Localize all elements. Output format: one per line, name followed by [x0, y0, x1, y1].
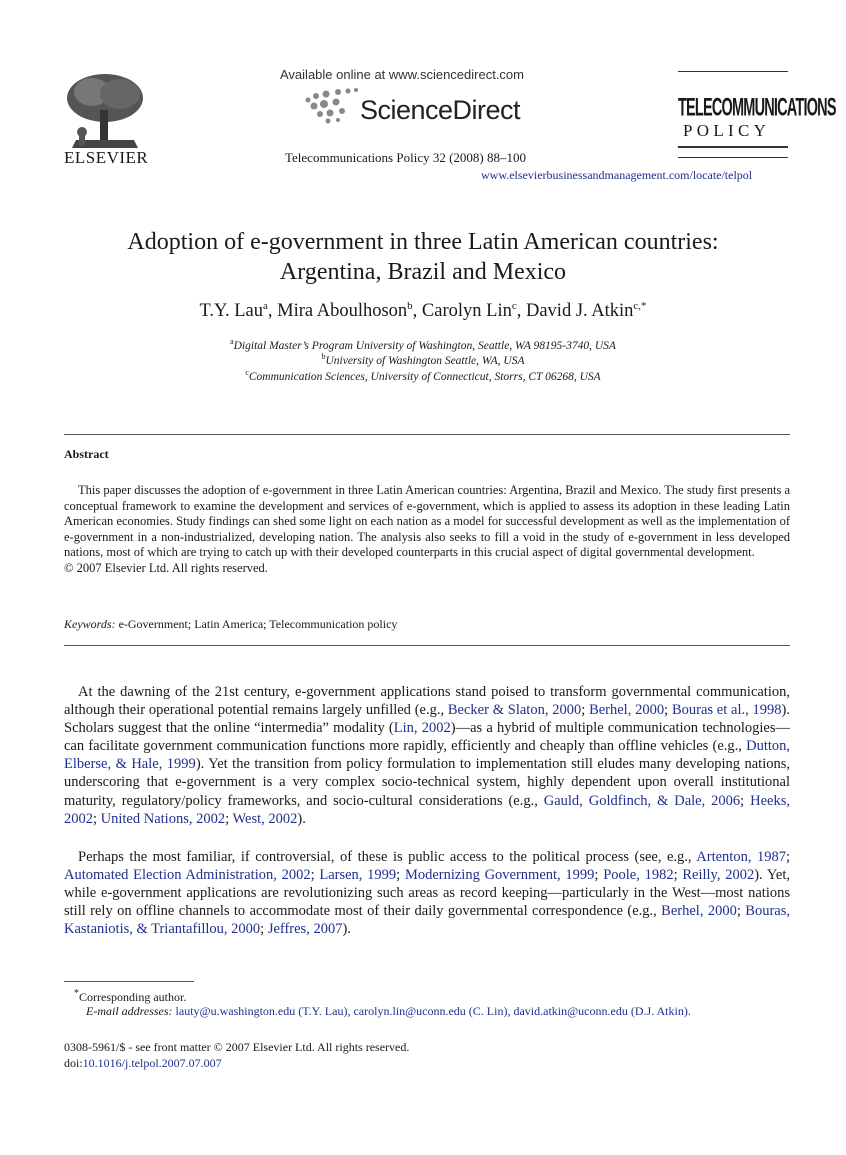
- available-online-text: Available online at www.sciencedirect.com: [280, 67, 524, 82]
- affiliation-mark: c: [245, 368, 249, 377]
- body-text: ;: [581, 702, 590, 719]
- citation-link[interactable]: Gauld, Goldfinch, & Dale, 2006: [543, 792, 741, 809]
- body-text: )—as a hybrid of multiple communication technologies—can facilitate government communication functions more rapidly, efficiently and cheaply than offline vehicles (e.g.,: [64, 720, 791, 755]
- title-line: Adoption of e-government in three Latin American countries:: [127, 229, 719, 255]
- author-separator: ,: [412, 301, 422, 322]
- citation-link[interactable]: Heeks, 2002: [64, 792, 790, 827]
- article-title: [0, 227, 846, 287]
- affiliation-text: Digital Master’s Program University of Washington, Seattle, WA 98195-3740, USA: [233, 339, 616, 352]
- citation-link[interactable]: Berhel, 2000: [589, 702, 665, 719]
- doi-line: [64, 1056, 222, 1071]
- body-text: ;: [664, 702, 672, 719]
- citation-link[interactable]: Larsen, 1999: [319, 867, 397, 884]
- affiliation-mark: a: [230, 337, 234, 346]
- body-text: ;: [594, 867, 604, 884]
- citation-link[interactable]: Dutton, Elberse, & Hale, 1999: [64, 738, 790, 773]
- email-addresses-note: [86, 1004, 691, 1019]
- abstract-text: [64, 483, 790, 577]
- title-line: Argentina, Brazil and Mexico: [279, 259, 567, 285]
- keywords: [64, 617, 397, 632]
- body-text: ;: [396, 867, 405, 884]
- journal-logo-rule: [678, 157, 788, 158]
- journal-logo-rule: [678, 146, 788, 148]
- author-affiliation-mark: c: [511, 300, 517, 312]
- abstract-body: This paper discusses the adoption of e-government in three Latin American countries: Argentina, Brazil and Mexico. The study first presents a conceptual framework to examine the development and services of e-government, which is applied to assess its adoption in these leading Latin American economies. Study findings can shed some light on each nation as a model for successful development as well as the implementation of e-government in a non-industrialized, developing nation. The analysis also seeks to fill a void in the study of e-government in less developed nations, most of which are trying to catch up with their developed counterparts in this crucial aspect of digital governmental development.: [64, 483, 790, 560]
- affiliation: [0, 352, 846, 367]
- citation-link[interactable]: Becker & Slaton, 2000: [447, 702, 582, 719]
- author-affiliation-mark: a: [263, 300, 268, 312]
- email-label: E-mail addresses:: [86, 1004, 173, 1018]
- sciencedirect-wordmark: ScienceDirect: [360, 95, 521, 125]
- body-paragraph: [64, 683, 790, 828]
- author-affiliation-mark: c,*: [633, 300, 647, 312]
- citation-link[interactable]: Reilly, 2002: [682, 867, 755, 884]
- body-text: ;: [310, 867, 320, 884]
- journal-url-link[interactable]: www.elsevierbusinessandmanagement.com/locate/telpol: [481, 168, 753, 182]
- doi-label: doi:: [64, 1056, 83, 1070]
- citation-link[interactable]: Jeffres, 2007: [267, 921, 343, 938]
- divider: [64, 434, 790, 435]
- citation-link[interactable]: Bouras et al., 1998: [671, 702, 782, 719]
- citation-link[interactable]: Berhel, 2000: [661, 903, 737, 920]
- journal-citation: Telecommunications Policy 32 (2008) 88–100: [285, 150, 526, 165]
- author-separator: ,: [267, 301, 278, 322]
- body-text: ).: [297, 810, 306, 827]
- body-text: ;: [740, 792, 751, 809]
- citation-link[interactable]: United Nations, 2002: [100, 810, 226, 827]
- body-text: ). Yet, while e-government applications are revolutionizing such areas as record keeping—particularly in the West—most nations still rely on offline channels to accommodate most of their daily governmental correspondence (e.g.,: [64, 867, 790, 920]
- elsevier-tree-logo: [62, 70, 148, 154]
- footnote-mark: *: [74, 988, 79, 999]
- journal-logo-subtitle: POLICY: [683, 121, 771, 140]
- affiliation: [0, 337, 846, 352]
- citation-link[interactable]: Lin, 2002: [393, 720, 451, 737]
- footnote-text: Corresponding author.: [79, 990, 187, 1004]
- body-text: ). Yet the transition from policy formulation to implementation still eludes many developing nations, underscoring that e-government is a very complex socio-technical system, highly dependent upon overall institutional maturity, regulatory/policy frameworks, and socio-cultural considerations (e.g.,: [64, 756, 790, 809]
- citation-link[interactable]: Modernizing Government, 1999: [404, 867, 595, 884]
- citation-link[interactable]: West, 2002: [232, 810, 298, 827]
- abstract-heading: Abstract: [64, 447, 109, 461]
- body-text: ;: [260, 921, 268, 938]
- affiliation-text: Communication Sciences, University of Connecticut, Storrs, CT 06268, USA: [248, 370, 601, 383]
- doi-link[interactable]: 10.1016/j.telpol.2007.07.007: [82, 1056, 222, 1070]
- body-text: ;: [93, 810, 101, 827]
- journal-logo-title: TELECOMMUNICATIONS: [678, 95, 836, 123]
- affiliation-mark: b: [321, 352, 326, 361]
- affiliation: [0, 368, 846, 383]
- divider: [64, 645, 790, 646]
- body-text: ;: [225, 810, 233, 827]
- citation-link[interactable]: Poole, 1982: [603, 867, 674, 884]
- body-text: ;: [673, 867, 683, 884]
- author-name: Mira Aboulhoson: [277, 301, 408, 322]
- author-separator: ,: [516, 301, 526, 322]
- author-name: T.Y. Lau: [199, 301, 264, 322]
- citation-link[interactable]: Automated Election Administration, 2002: [64, 867, 311, 884]
- footnote-rule: [64, 981, 194, 982]
- front-matter-line: 0308-5961/$ - see front matter © 2007 Elsevier Ltd. All rights reserved.: [64, 1040, 410, 1054]
- corresponding-author-note: [74, 988, 186, 1005]
- body-text: ;: [736, 903, 746, 920]
- body-paragraph: [64, 848, 790, 938]
- keywords-label: Keywords:: [64, 617, 116, 631]
- body-text: ).: [342, 921, 351, 938]
- author-list: [0, 300, 846, 322]
- body-text: ;: [785, 849, 790, 865]
- keywords-list: e-Government; Latin America; Telecommunication policy: [118, 617, 398, 631]
- email-links[interactable]: lauty@u.washington.edu (T.Y. Lau), carolyn.lin@uconn.edu (C. Lin), david.atkin@uconn.edu (D.J. Atkin).: [175, 1004, 691, 1018]
- author-name: David J. Atkin: [525, 301, 634, 322]
- citation-link[interactable]: Artenton, 1987: [696, 849, 786, 865]
- journal-logo-rule: [678, 71, 788, 72]
- author-affiliation-mark: b: [407, 300, 413, 312]
- body-text: Perhaps the most familiar, if controversial, of these is public access to the political process (see, e.g.,: [78, 849, 697, 865]
- affiliation-text: University of Washington Seattle, WA, USA: [325, 354, 525, 367]
- author-name: Carolyn Lin: [421, 301, 512, 322]
- citation-link[interactable]: Bouras, Kastaniotis, & Triantafillou, 2000: [64, 903, 790, 938]
- body-text: At the dawning of the 21st century, e-government applications stand poised to transform governmental communication, although their operational potential remains largely unfilled (e.g.,: [64, 684, 790, 719]
- sciencedirect-dots-icon: [300, 86, 364, 126]
- publisher-name: ELSEVIER: [64, 148, 149, 167]
- body-text: ). Scholars suggest that the online “intermedia” modality (: [64, 702, 790, 737]
- abstract-copyright: © 2007 Elsevier Ltd. All rights reserved.: [64, 560, 268, 575]
